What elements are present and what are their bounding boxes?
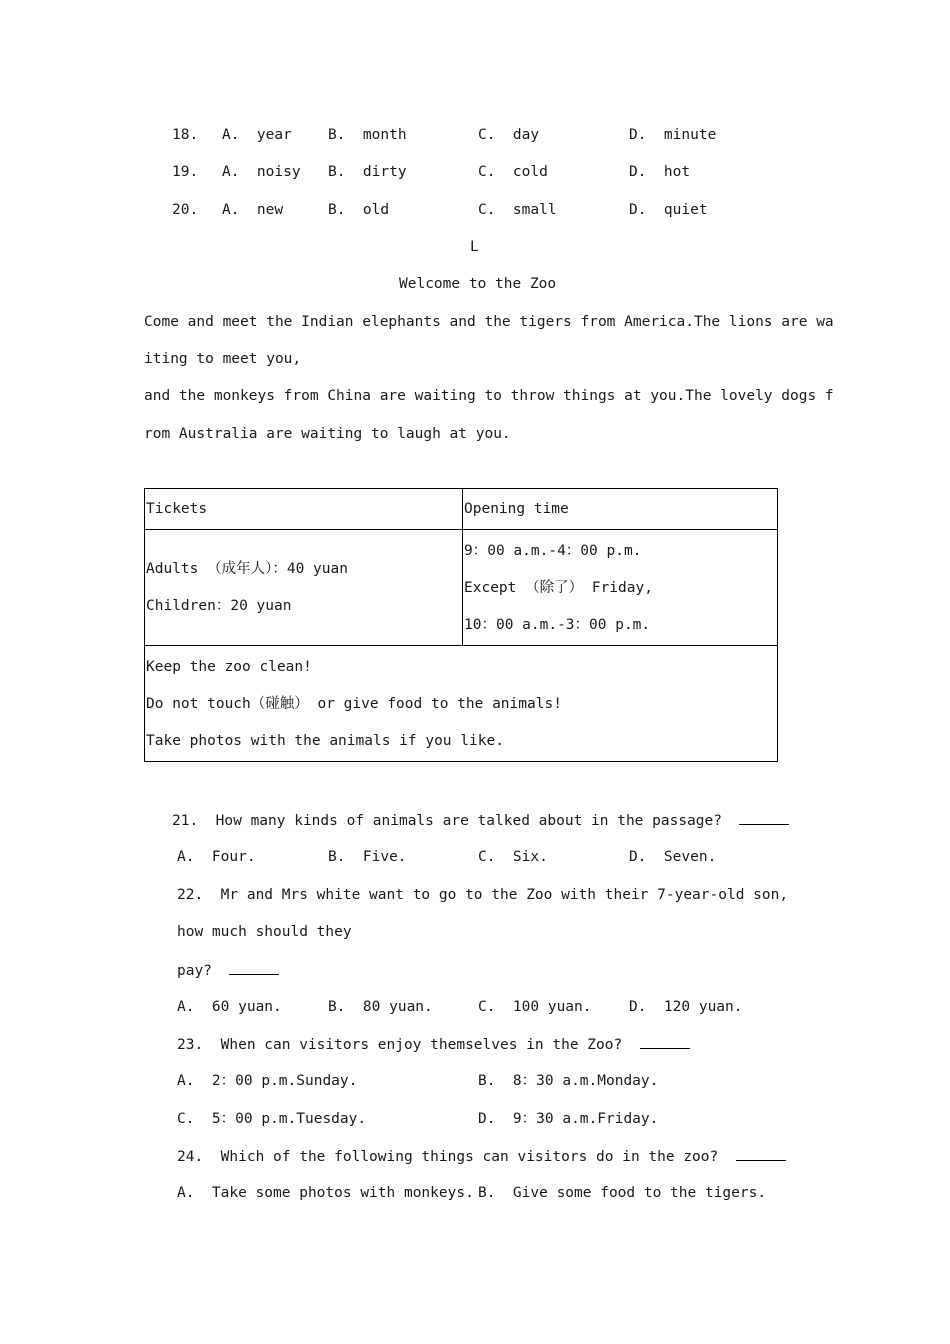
option-b: B. Five. (328, 849, 407, 865)
header-opening-time: Opening time (463, 489, 778, 530)
opening-hours: 9：00 a.m.-4：00 p.m. (464, 542, 642, 559)
option-a: A. Four. (177, 849, 256, 865)
question-text: how much should they (177, 924, 352, 940)
answer-blank[interactable] (229, 960, 279, 975)
child-price: Children：20 yuan (146, 598, 292, 614)
option-c: C. Six. (478, 849, 548, 865)
question-text: 24. Which of the following things can visitors do in the zoo? (177, 1149, 719, 1165)
option-b: B. 80 yuan. (328, 999, 433, 1015)
passage-line: iting to meet you, (144, 351, 302, 367)
zoo-info-table (144, 488, 778, 762)
opening-cell (463, 530, 778, 646)
option-b: B. old (328, 202, 390, 218)
option-c: C. 100 yuan. (478, 999, 592, 1015)
option-d: D. minute (629, 127, 717, 143)
option-a: A. year (222, 127, 292, 143)
option-a: A. Take some photos with monkeys. (177, 1185, 474, 1201)
option-c: C. small (478, 202, 557, 218)
option-b: B. dirty (328, 164, 407, 180)
section-letter: L (470, 239, 479, 255)
friday-hours: 10：00 a.m.-3：00 p.m. (464, 616, 651, 633)
option-a: A. new (222, 202, 284, 218)
question-text: 23. When can visitors enjoy themselves in the Zoo? (177, 1037, 623, 1053)
option-d: D. 9：30 a.m.Friday. (478, 1111, 659, 1127)
option-b: B. Give some food to the tigers. (478, 1185, 767, 1201)
option-c: C. 5：00 p.m.Tuesday. (177, 1111, 367, 1127)
question-number: 20. (172, 202, 199, 218)
option-c: C. cold (478, 164, 548, 180)
rules-cell (145, 646, 778, 762)
question-text: pay? (177, 963, 212, 979)
question-number: 19. (172, 164, 199, 180)
passage-line: rom Australia are waiting to laugh at you. (144, 426, 511, 442)
option-d: D. quiet (629, 202, 708, 218)
adult-price: Adults （成年人）：40 yuan (146, 561, 348, 577)
question-text: 21. How many kinds of animals are talked about in the passage? (172, 813, 722, 829)
rule: Keep the zoo clean! (146, 658, 312, 675)
option-b: B. 8：30 a.m.Monday. (478, 1073, 659, 1089)
answer-blank[interactable] (739, 810, 789, 825)
option-a: A. 60 yuan. (177, 999, 282, 1015)
passage-title: Welcome to the Zoo (399, 276, 557, 292)
option-b: B. month (328, 127, 407, 143)
opening-exception: Except （除了） Friday, (464, 579, 653, 596)
option-d: D. Seven. (629, 849, 717, 865)
passage-line: Come and meet the Indian elephants and the tigers from America.The lions are wa (144, 314, 834, 330)
option-d: D. hot (629, 164, 691, 180)
header-tickets: Tickets (145, 489, 463, 530)
passage-line: and the monkeys from China are waiting to throw things at you.The lovely dogs f (144, 388, 834, 404)
rule: Do not touch（碰触） or give food to the animals! (146, 695, 562, 712)
question-text: 22. Mr and Mrs white want to go to the Zoo with their 7-year-old son, (177, 887, 789, 903)
answer-blank[interactable] (640, 1034, 690, 1049)
option-a: A. 2：00 p.m.Sunday. (177, 1073, 358, 1089)
option-d: D. 120 yuan. (629, 999, 743, 1015)
tickets-cell (145, 530, 463, 646)
option-c: C. day (478, 127, 540, 143)
question-number: 18. (172, 127, 199, 143)
rule: Take photos with the animals if you like. (146, 732, 504, 749)
answer-blank[interactable] (736, 1146, 786, 1161)
option-a: A. noisy (222, 164, 301, 180)
